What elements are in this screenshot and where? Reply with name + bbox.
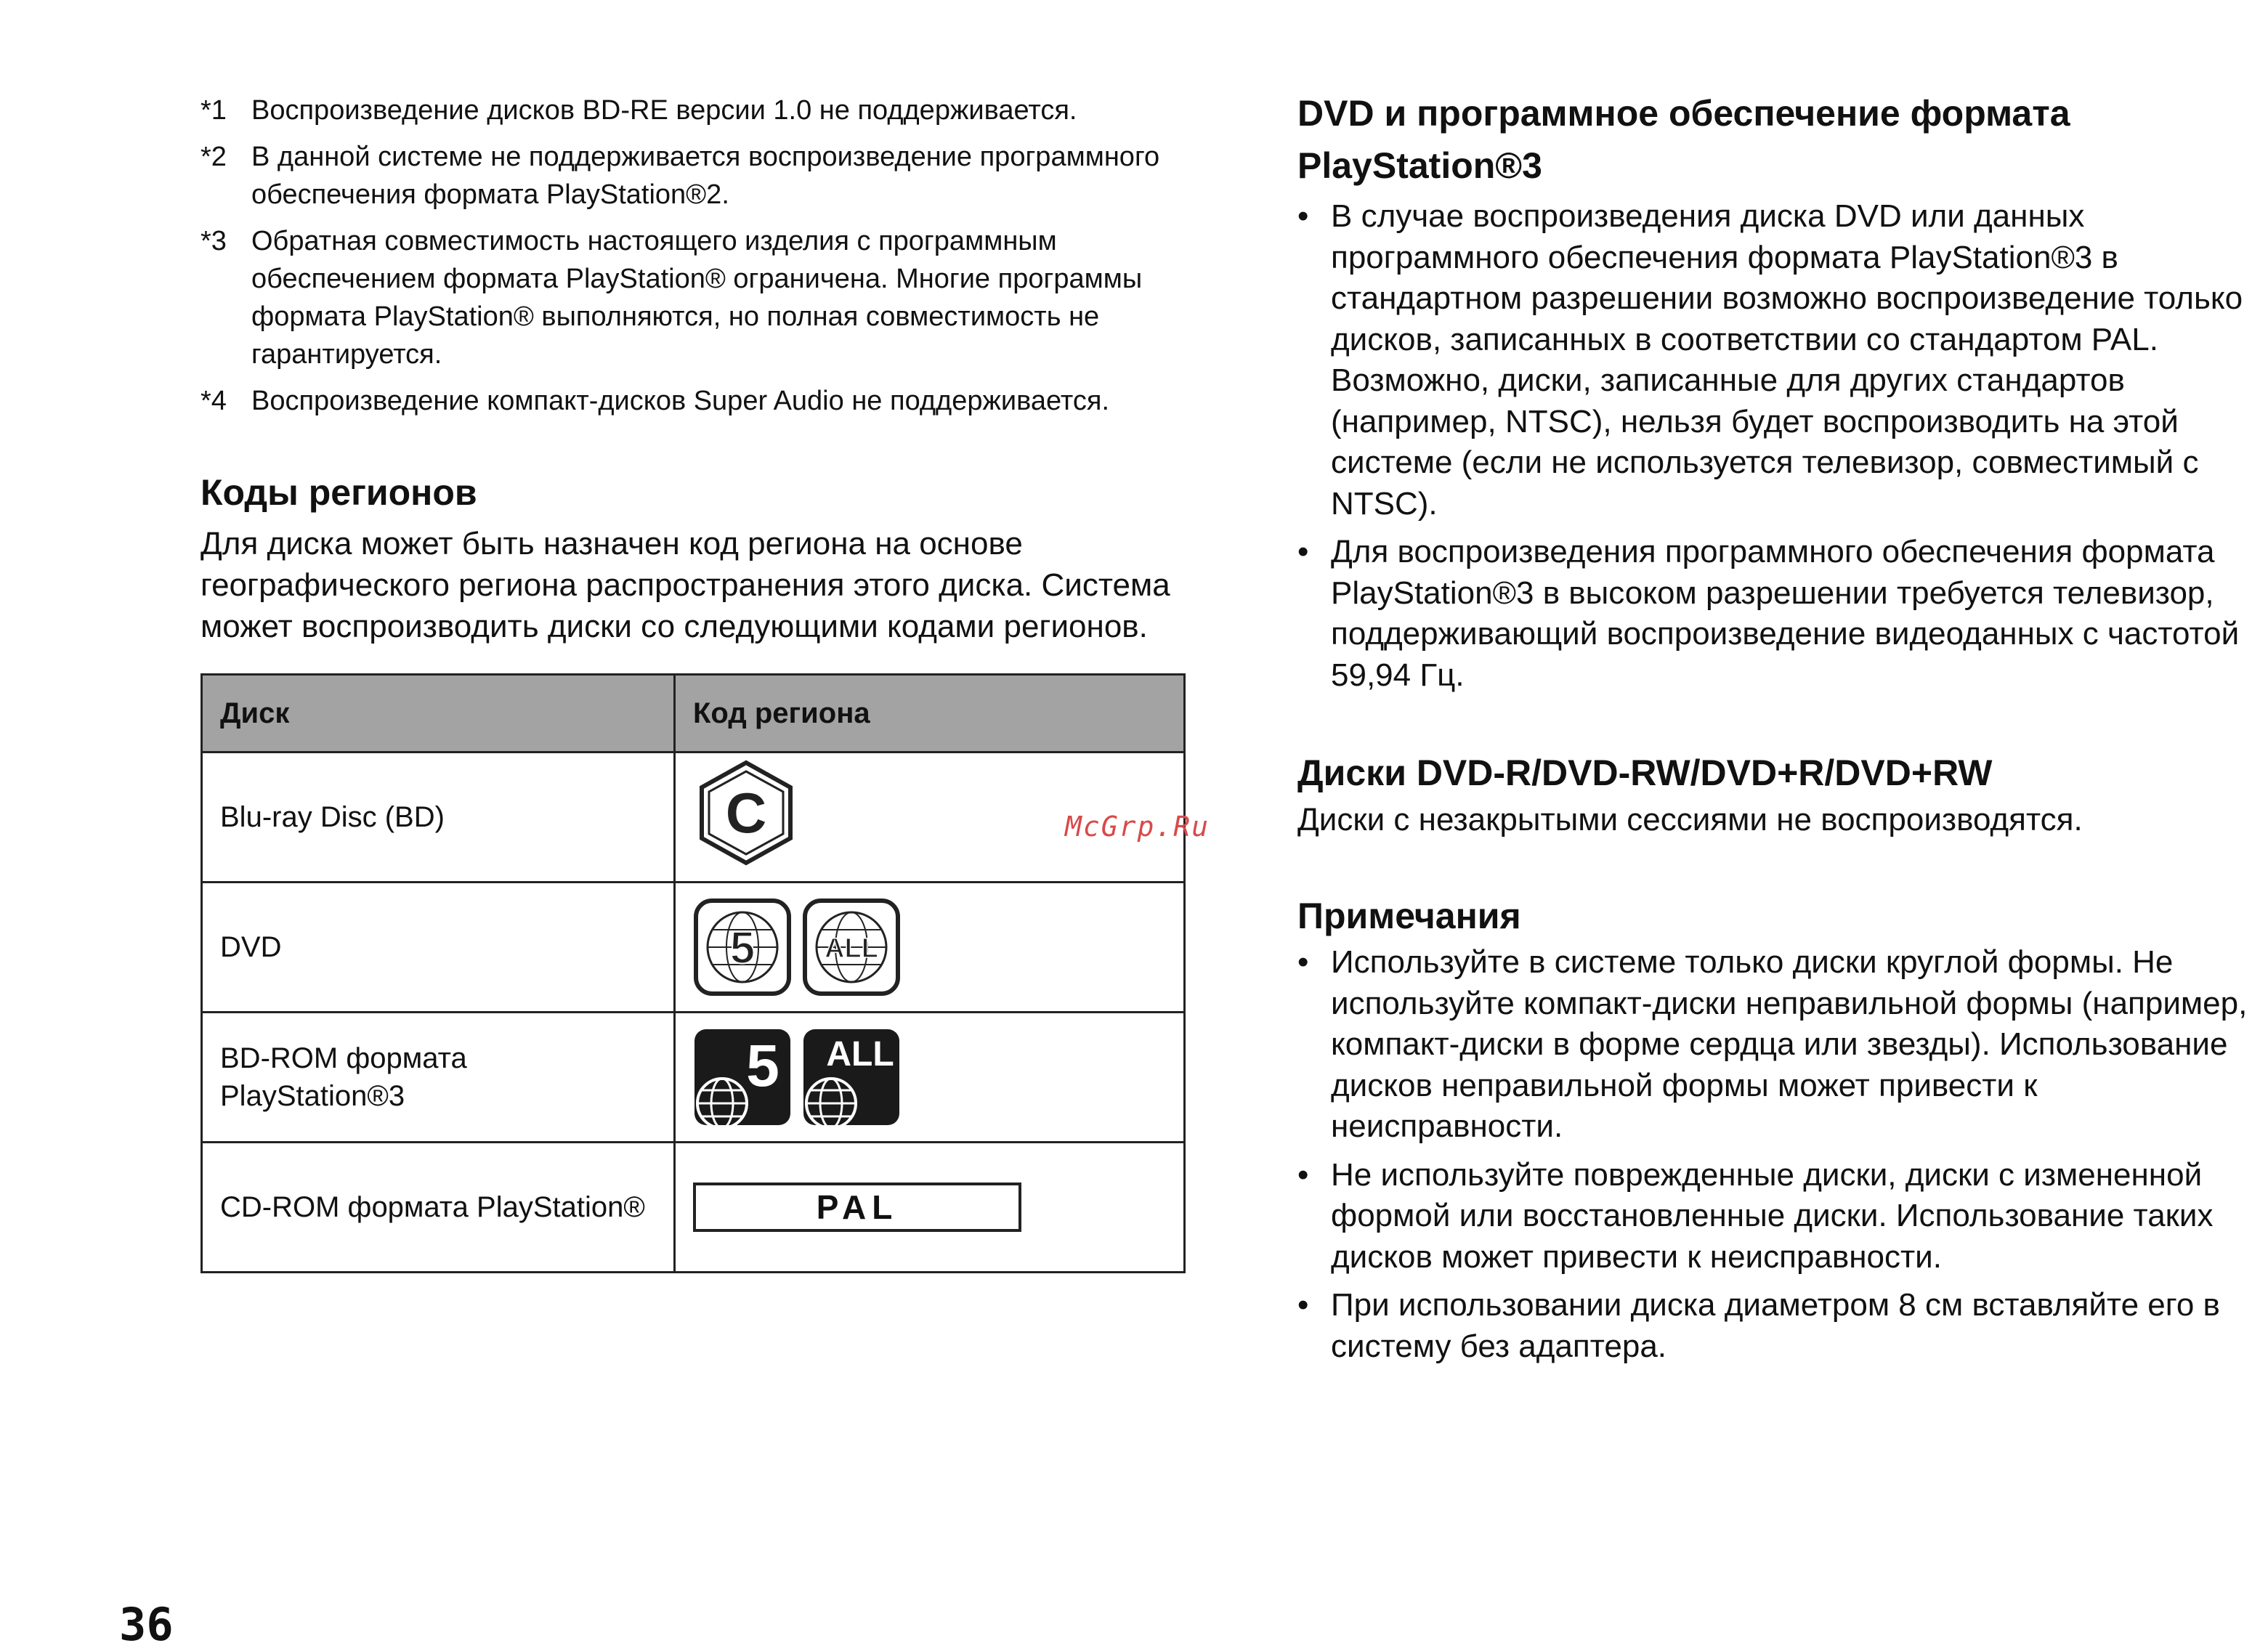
footnote-text: Воспроизведение компакт-дисков Super Audio не поддерживается.: [251, 386, 1110, 416]
footnote-3: [201, 222, 1188, 373]
list-item: • При использовании диска диаметром 8 см вставляйте его в систему без адаптера.: [1297, 1285, 2268, 1367]
watermark: McGrp.Ru: [1065, 811, 1210, 843]
column-header-code: Код региона: [675, 675, 1185, 753]
region-codes-text: Для диска может быть назначен код региона на основе географического региона распространения этого диска. Система может воспроизводить диски со следующими кодами регионов.: [201, 526, 1170, 644]
table-row: [202, 883, 1185, 1013]
black-globe-5-icon: [693, 1028, 792, 1127]
right-column: [1297, 87, 2268, 1374]
footnote-mark: *2: [201, 142, 227, 172]
globe-all-icon: [802, 898, 901, 997]
footnote-list: [201, 92, 1188, 420]
region-codes-heading: Коды регионов: [201, 472, 477, 513]
dvd-region-5-label: 5: [729, 923, 756, 973]
region-c-label: C: [725, 780, 767, 845]
dvd-ps3-bullets: [1297, 196, 2268, 696]
dvd-region-icons: [693, 898, 1166, 997]
notes-bullets: [1297, 942, 2268, 1367]
footnote-text: Воспроизведение дисков BD-RE версии 1.0 не поддерживается.: [251, 95, 1077, 126]
globe-5-icon: [693, 898, 792, 997]
pal-badge: PAL: [693, 1183, 1021, 1232]
table-row: [202, 1013, 1185, 1143]
footnote-2: [201, 138, 1188, 214]
disc-cell: BD-ROM формата PlayStation®3: [202, 1013, 675, 1143]
footnote-mark: *3: [201, 226, 227, 256]
footnote-4: [201, 382, 1188, 420]
footnote-text: В данной системе не поддерживается воспроизведение программного обеспечения формата PlayStation®2.: [251, 142, 1160, 210]
footnote-1: [201, 92, 1188, 129]
list-item: • Используйте в системе только диски круглой формы. Не используйте компакт-диски неправильной формы (например, компакт-диски в форме сердца или звезды). Использование дисков неправильной формы может привести к неисправности.: [1297, 942, 2268, 1148]
bd-region-5-label: 5: [746, 1033, 779, 1099]
region-c-icon: [693, 760, 799, 866]
disc-cell: CD-ROM формата PlayStation®: [202, 1143, 675, 1273]
table-row: [202, 753, 1185, 883]
list-item: • В случае воспроизведения диска DVD или данных программного обеспечения формата PlayStation®3 в стандартном разрешении возможно воспроизведение только дисков, записанных в соответствии со стандартом PAL. Возможно, диски, записанные для других стандартов (например, NTSC), нельзя будет воспроизводить на этой системе (если не используется телевизор, совместимый с NTSC).: [1297, 196, 2268, 524]
code-cell: [675, 883, 1185, 1013]
black-globe-all-icon: [802, 1028, 901, 1127]
list-item: • Для воспроизведения программного обеспечения формата PlayStation®3 в высоком разрешении требуется телевизор, поддерживающий воспроизведение видеоданных с частотой 59,94 Гц.: [1297, 532, 2268, 696]
notes-heading: Примечания: [1297, 896, 1521, 936]
code-cell: [675, 1013, 1185, 1143]
footnote-text: Обратная совместимость настоящего изделия с программным обеспечением формата PlayStation® ограничена. Многие программы формата PlayStation® выполняются, но полная совместимость не гарантируется.: [251, 226, 1143, 370]
disc-cell: DVD: [202, 883, 675, 1013]
bd-rom-region-icons: [693, 1028, 1166, 1127]
bd-region-all-label: ALL: [826, 1035, 894, 1074]
dvd-r-text: Диски с незакрытыми сессиями не воспроизводятся.: [1297, 802, 2083, 837]
left-column: [201, 92, 1188, 1273]
list-item: • Не используйте поврежденные диски, диски с измененной формой или восстановленные диски. Использование таких дисков может привести к неисправности.: [1297, 1155, 2268, 1278]
region-codes-table: [201, 673, 1186, 1273]
table-header-row: [202, 675, 1185, 753]
dvd-ps3-heading: DVD и программное обеспечение формата PlayStation®3: [1297, 93, 2070, 186]
disc-cell: Blu-ray Disc (BD): [202, 753, 675, 883]
code-cell: [675, 1143, 1185, 1273]
dvd-r-heading: Диски DVD-R/DVD-RW/DVD+R/DVD+RW: [1297, 753, 1993, 793]
page-number: 36: [119, 1598, 174, 1651]
footnote-mark: *1: [201, 95, 227, 126]
table-row: [202, 1143, 1185, 1273]
column-header-disc: Диск: [202, 675, 675, 753]
footnote-mark: *4: [201, 386, 227, 416]
dvd-region-all-label: ALL: [825, 933, 878, 964]
